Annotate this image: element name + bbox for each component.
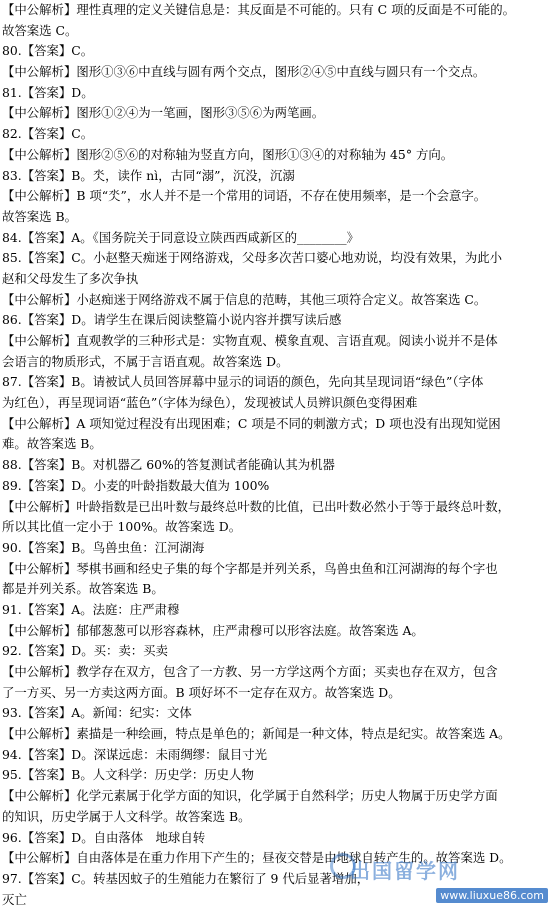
text-line: 97.【答案】C。转基因蚊子的生殖能力在繁衍了 9 代后显著增加， bbox=[2, 870, 370, 886]
text-line: 会语言的物质形式，不属于言语直观。故答案选 D。 bbox=[2, 353, 289, 369]
text-line: 83.【答案】B。氼，读作 nì，古同“溺”，沉没，沉溺 bbox=[2, 167, 295, 183]
text-line: 89.【答案】D。小麦的叶龄指数最大值为 100% bbox=[2, 477, 270, 493]
text-line: 【中公解析】B 项“氼”，水人并不是一个常用的词语，不存在使用频率，是一个会意字。 bbox=[2, 188, 487, 204]
text-line: 91.【答案】A。法庭：庄严肃穆 bbox=[2, 601, 180, 617]
text-lines bbox=[2, 0, 552, 910]
text-line: 故答案选 C。 bbox=[2, 22, 78, 38]
text-line: 【中公解析】直观教学的三种形式是：实物直观、模象直观、言语直观。阅读小说并不是体 bbox=[2, 333, 498, 348]
text-line: 【中公解析】郁郁葱葱可以形容森林，庄严肃穆可以形容法庭。故答案选 A。 bbox=[2, 622, 424, 638]
text-line: 87.【答案】B。请被试人员回答屏幕中显示的词语的颜色，先向其呈现词语“绿色”（字体 bbox=[2, 374, 484, 390]
text-line: 86.【答案】D。请学生在课后阅读整篇小说内容并撰写读后感 bbox=[2, 312, 342, 328]
text-line: 96.【答案】D。自由落体 地球自转 bbox=[2, 829, 206, 845]
text-line: 【中公解析】素描是一种绘画，特点是单色的；新闻是一种文体，特点是纪实。故答案选 A。 bbox=[2, 726, 511, 742]
text-line: 故答案选 B。 bbox=[2, 208, 77, 224]
text-line: 【中公解析】教学存在双方，包含了一方教、另一方学这两个方面；买卖也存在双方，包含 bbox=[2, 664, 498, 679]
text-line: 【中公解析】理性真理的定义关键信息是：其反面是不可能的。只有 C 项的反面是不可能的。 bbox=[2, 2, 515, 17]
text-line: 了一方买、另一方卖这两方面。B 项好坏不一定存在双方。故答案选 D。 bbox=[2, 684, 401, 700]
text-line: 【中公解析】自由落体是在重力作用下产生的；昼夜交替是由地球自转产生的。故答案选 D。 bbox=[2, 850, 512, 866]
watermark bbox=[350, 851, 550, 903]
text-line: 难。故答案选 B。 bbox=[2, 436, 102, 452]
text-line: 【中公解析】图形①③⑥中直线与圆有两个交点，图形②④⑤中直线与圆只有一个交点。 bbox=[2, 64, 486, 80]
watermark-url: www.liuxue86.com bbox=[436, 888, 548, 903]
text-line: 【中公解析】小赵痴迷于网络游戏不属于信息的范畴，其他三项符合定义。故答案选 C。 bbox=[2, 291, 487, 307]
text-line: 【中公解析】琴棋书画和经史子集的每个字都是并列关系，鸟兽虫鱼和江河湖海的每个字也 bbox=[2, 560, 498, 576]
text-line: 赵和父母发生了多次争执 bbox=[2, 270, 139, 286]
text-line: 88.【答案】B。对机器乙 60%的答复测试者能确认其为机器 bbox=[2, 457, 335, 473]
text-line: 【中公解析】叶龄指数是已出叶数与最终总叶数的比值，已出叶数必然小于等于最终总叶数， bbox=[2, 498, 511, 514]
text-line: 灭亡 bbox=[2, 891, 27, 907]
text-line: 93.【答案】A。新闻：纪实：文体 bbox=[2, 705, 192, 721]
text-line: 【中公解析】A 项知觉过程没有出现困难；C 项是不同的刺激方式；D 项也没有出现知觉困 bbox=[2, 415, 501, 431]
text-line: 90.【答案】B。鸟兽虫鱼：江河湖海 bbox=[2, 539, 205, 555]
text-line: 82.【答案】C。 bbox=[2, 126, 94, 142]
text-line: 85.【答案】C。小赵整天痴迷于网络游戏，父母多次苦口婆心地劝说，均没有效果，为此小 bbox=[2, 250, 503, 266]
text-line: 95.【答案】B。人文科学：历史学：历史人物 bbox=[2, 767, 254, 783]
text-line: 所以其比值一定小于 100%。故答案选 D。 bbox=[2, 519, 242, 535]
text-line: 80.【答案】C。 bbox=[2, 43, 94, 59]
text-line: 【中公解析】化学元素属于化学方面的知识，化学属于自然科学；历史人物属于历史学方面 bbox=[2, 788, 498, 804]
text-line: 都是并列关系。故答案选 B。 bbox=[2, 581, 164, 597]
text-line: 92.【答案】D。买：卖：买卖 bbox=[2, 643, 168, 659]
text-line: 的知识，历史学属于人文科学。故答案选 B。 bbox=[2, 808, 251, 824]
text-line: 【中公解析】图形②⑤⑥的对称轴为竖直方向，图形①③④的对称轴为 45° 方向。 bbox=[2, 146, 454, 162]
text-line: 81.【答案】D。 bbox=[2, 84, 94, 100]
text-line: 84.【答案】A。《国务院关于同意设立陕西西咸新区的________》 bbox=[2, 229, 359, 245]
text-line: 为红色），再呈现词语“蓝色”（字体为绿色），发现被试人员辨识颜色变得困难 bbox=[2, 395, 418, 411]
watermark-logo: 出国留学网 bbox=[350, 859, 460, 883]
text-line: 【中公解析】图形①②④为一笔画，图形③⑤⑥为两笔画。 bbox=[2, 105, 325, 121]
text-line: 94.【答案】D。深谋远虑：未雨绸缪：鼠目寸光 bbox=[2, 746, 268, 762]
